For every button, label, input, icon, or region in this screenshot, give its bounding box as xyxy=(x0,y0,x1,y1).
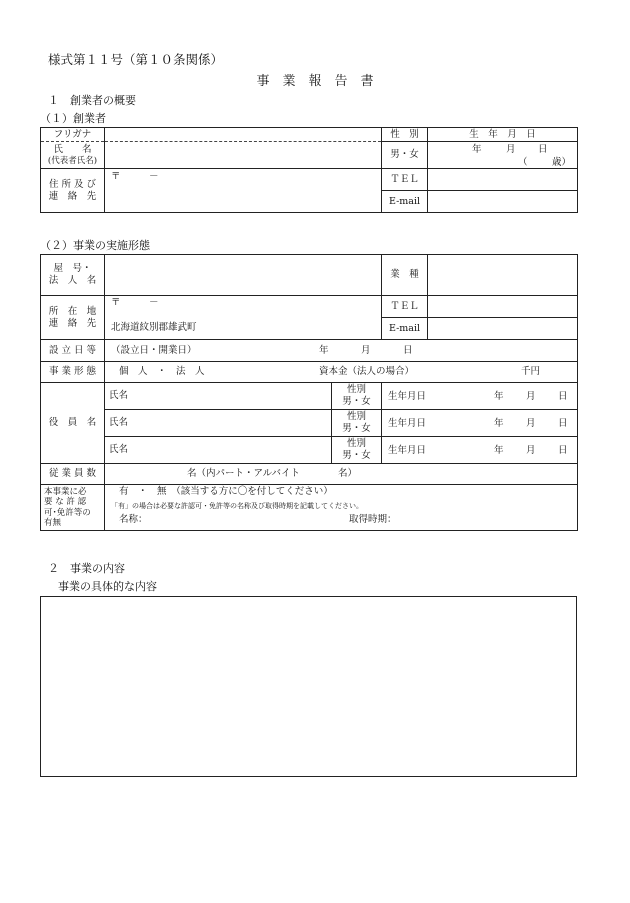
officer-birth-field[interactable] xyxy=(382,410,578,437)
shop-name-label-line1: 屋 号・ xyxy=(53,263,92,275)
form-number: 様式第１１号（第１０条関係） xyxy=(48,52,224,67)
officer-birth-year: 年 xyxy=(494,445,504,456)
established-label: 設 立 日 等 xyxy=(41,340,105,362)
officer-birth-label: 生年月日 xyxy=(388,418,427,429)
permit-label-line3: 可･免許等の xyxy=(44,507,91,518)
sex-label: 性 別 xyxy=(382,128,428,142)
officer-sex-label: 性別 xyxy=(346,384,366,396)
name-label xyxy=(41,142,105,169)
officer-birth-day: 日 xyxy=(558,391,568,402)
officer-name-field[interactable] xyxy=(105,410,332,437)
location-postal-dash: － xyxy=(149,297,159,308)
section2-subheading: 事業の具体的な内容 xyxy=(58,580,157,593)
sex-value[interactable]: 男・女 xyxy=(382,142,428,169)
established-note: （設立日・開業日） xyxy=(111,345,197,356)
industry-label: 業 種 xyxy=(382,255,428,296)
age-open: （ xyxy=(518,157,528,168)
permit-choice[interactable]: 有 ・ 無 （該当する方に〇を付してください） xyxy=(119,486,333,497)
officer-birth-label: 生年月日 xyxy=(388,445,427,456)
employees-label: 従 業 員 数 xyxy=(41,464,105,485)
business-form-field[interactable] xyxy=(105,362,578,383)
officer-birth-year: 年 xyxy=(494,418,504,429)
officer-sex-label: 性別 xyxy=(346,411,366,423)
established-field[interactable] xyxy=(105,340,578,362)
officer-name-field[interactable] xyxy=(105,383,332,410)
section1-subheading: （１）創業者 xyxy=(40,112,106,125)
officer-name-label: 氏名 xyxy=(109,417,129,429)
postal-mark: 〒 xyxy=(111,171,121,182)
permit-label xyxy=(41,485,105,531)
business-form-value[interactable]: 個 人 ・ 法 人 xyxy=(119,366,205,377)
age-label: 歳） xyxy=(552,157,572,168)
officer-sex-field[interactable] xyxy=(332,383,382,410)
section1-heading: １ 創業者の概要 xyxy=(48,94,136,107)
officer-birth-month: 月 xyxy=(526,391,536,402)
birth-month: 月 xyxy=(506,144,516,155)
postal-dash: － xyxy=(149,171,159,182)
document-title: 事 業 報 告 書 xyxy=(256,74,374,89)
permit-label-line4: 有無 xyxy=(44,517,62,528)
capital-label: 資本金（法人の場合） xyxy=(319,366,415,377)
name-field[interactable] xyxy=(105,142,382,169)
location-label-line2: 連 絡 先 xyxy=(48,317,97,329)
established-month: 月 xyxy=(361,345,371,356)
officer-sex-value: 男・女 xyxy=(342,450,371,461)
officer-sex-label: 性別 xyxy=(346,438,366,450)
birthdate-label: 生 年 月 日 xyxy=(428,128,578,142)
birth-year: 年 xyxy=(472,144,482,155)
officer-birth-label: 生年月日 xyxy=(388,391,427,402)
furigana-field[interactable] xyxy=(105,128,382,142)
established-year: 年 xyxy=(319,345,329,356)
industry-field[interactable] xyxy=(428,255,578,296)
location-tel-label: ＴＥＬ xyxy=(382,296,428,318)
location-tel-field[interactable] xyxy=(428,296,578,318)
officer-sex-field[interactable] xyxy=(332,410,382,437)
address-field[interactable] xyxy=(105,169,382,213)
officer-birth-year: 年 xyxy=(494,391,504,402)
employees-field[interactable] xyxy=(105,464,578,485)
location-label xyxy=(41,296,105,340)
officer-birth-field[interactable] xyxy=(382,437,578,464)
tel-field[interactable] xyxy=(428,169,578,191)
birthdate-field[interactable] xyxy=(428,142,578,169)
business-table xyxy=(40,254,578,531)
permit-date-label: 取得時期： xyxy=(349,514,397,525)
email-label: E-mail xyxy=(382,191,428,213)
officer-birth-month: 月 xyxy=(526,445,536,456)
officer-birth-day: 日 xyxy=(558,418,568,429)
officers-label: 役 員 名 xyxy=(41,383,105,464)
permit-label-line2: 要 な 許 認 xyxy=(44,497,87,508)
birth-day: 日 xyxy=(538,144,548,155)
tel-label: ＴＥＬ xyxy=(382,169,428,191)
founder-table xyxy=(40,127,578,213)
officer-sex-field[interactable] xyxy=(332,437,382,464)
shop-name-field[interactable] xyxy=(105,255,382,296)
officer-birth-day: 日 xyxy=(558,445,568,456)
location-postal-mark: 〒 xyxy=(111,297,121,308)
address-label-line1: 住 所 及 び xyxy=(48,178,97,190)
location-field[interactable] xyxy=(105,296,382,340)
established-day: 日 xyxy=(403,345,413,356)
officer-sex-value: 男・女 xyxy=(342,396,371,407)
location-email-label: E-mail xyxy=(382,318,428,340)
employees-value: 名（内パート・アルバイト 名） xyxy=(187,468,357,479)
officer-birth-month: 月 xyxy=(526,418,536,429)
shop-name-label xyxy=(41,255,105,296)
furigana-label: フリガナ xyxy=(41,128,105,142)
officer-name-field[interactable] xyxy=(105,437,332,464)
capital-unit: 千円 xyxy=(521,366,541,377)
name-label-main: 氏 名 xyxy=(53,143,92,155)
email-field[interactable] xyxy=(428,191,578,213)
officer-birth-field[interactable] xyxy=(382,383,578,410)
permit-label-line1: 本事業に必 xyxy=(44,487,87,498)
officer-sex-value: 男・女 xyxy=(342,423,371,434)
address-label-line2: 連 絡 先 xyxy=(48,190,97,202)
location-address: 北海道紋別郡雄武町 xyxy=(111,322,197,333)
permit-note: 「有」の場合は必要な許認可・免許等の名称及び取得時期を記載してください。 xyxy=(111,502,363,510)
officer-name-label: 氏名 xyxy=(109,444,129,456)
officer-name-label: 氏名 xyxy=(109,390,129,402)
permit-field[interactable] xyxy=(105,485,578,531)
location-label-line1: 所 在 地 xyxy=(48,305,97,317)
permit-name-label: 名称： xyxy=(119,514,148,525)
business-form-label: 事 業 形 態 xyxy=(41,362,105,383)
business-content-box[interactable] xyxy=(40,596,577,777)
shop-name-label-line2: 法 人 名 xyxy=(48,275,97,286)
section1-2-subheading: （２）事業の実施形態 xyxy=(40,239,150,252)
name-label-sub: (代表者氏名) xyxy=(47,155,98,166)
location-email-field[interactable] xyxy=(428,318,578,340)
section2-heading: ２ 事業の内容 xyxy=(48,562,125,575)
address-label xyxy=(41,169,105,213)
